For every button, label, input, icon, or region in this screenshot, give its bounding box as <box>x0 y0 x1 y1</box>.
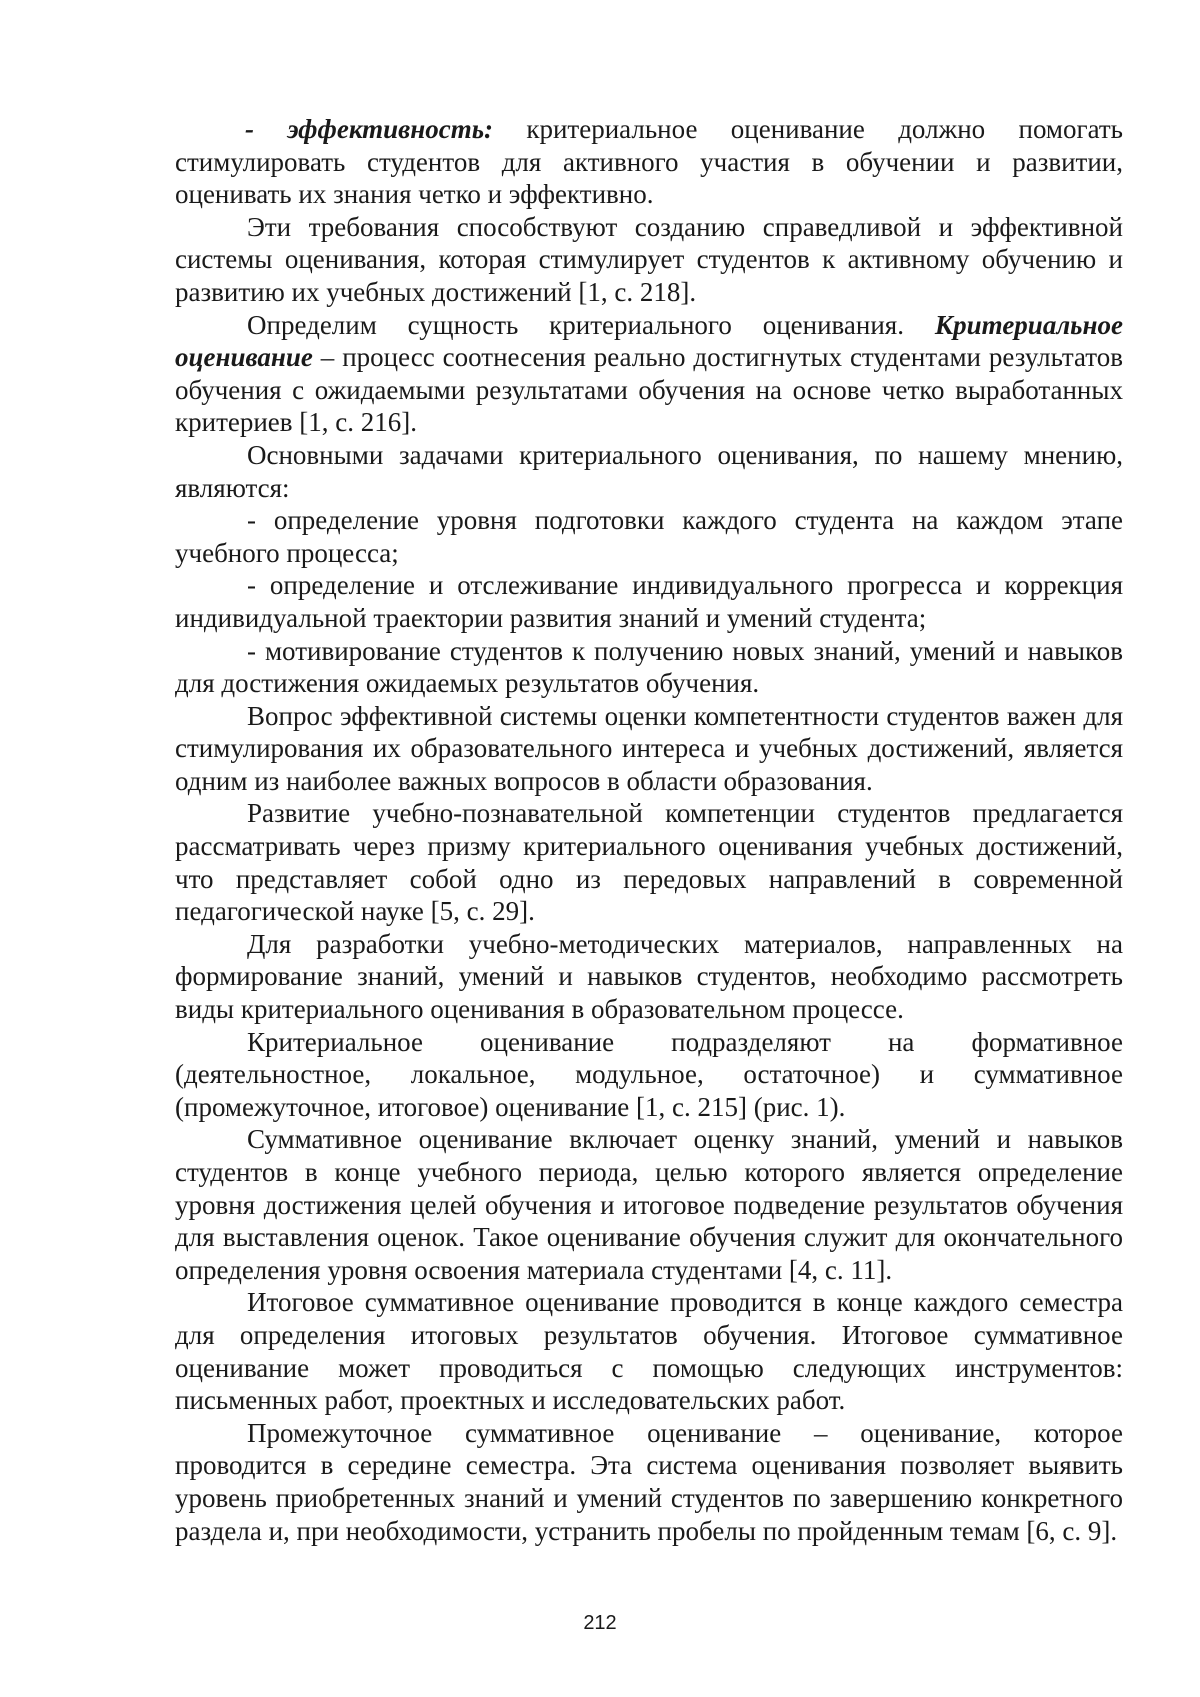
page-number: 212 <box>583 1612 617 1634</box>
paragraph-lead: Определим сущность критериального оценивания. <box>247 309 935 340</box>
paragraph-requirements: Эти требования способствуют созданию справедливой и эффективной системы оценивания, которая стимулирует студентов к активному обучению и развитию их учебных достижений [1, с. 218]. <box>175 211 1123 307</box>
paragraph-summative: Суммативное оценивание включает оценку знаний, умений и навыков студентов в конце учебного периода, целью которого является определение уровня достижения целей обучения и итоговое подведение результатов обучения для выставления оценок. Такое оценивание обучения служит для окончательного определения уровня освоения материала студентами [4, с. 11]. <box>175 1124 1123 1285</box>
paragraph-definition <box>175 309 1123 439</box>
paragraph-text: критериальное оценивание должно помогать стимулировать студентов для активного участия в обучении и развитии, оценивать их знания четко и эффективно. <box>175 114 1123 210</box>
paragraph-effective-system: Вопрос эффективной системы оценки компетентности студентов важен для стимулирования их образовательного интереса и учебных достижений, является одним из наиболее важных вопросов в области образования. <box>175 700 1123 796</box>
document-body <box>175 113 1123 1547</box>
paragraph-tasks-intro: Основными задачами критериального оценивания, по нашему мнению, являются: <box>175 439 1123 503</box>
paragraph-final-summative: Итоговое суммативное оценивание проводится в конце каждого семестра для определения итоговых результатов обучения. Итоговое суммативное оценивание может проводиться с помощью следующих инструментов: письменных работ, проектных и исследовательских работ. <box>175 1287 1123 1416</box>
paragraph-competence: Развитие учебно-познавательной компетенции студентов предлагается рассматривать через призму критериального оценивания учебных достижений, что представляет собой одно из передовых направлений в современной педагогической науке [5, с. 29]. <box>175 798 1123 927</box>
term-effectiveness: - эффективность: <box>245 114 494 144</box>
list-item-task: - определение уровня подготовки каждого студента на каждом этапе учебного процесса; <box>175 505 1123 568</box>
term-criterial-assessment: Критериальное оценивание <box>175 309 1123 373</box>
list-item-task: - определение и отслеживание индивидуального прогресса и коррекция индивидуальной траектории развития знаний и умений студента; <box>175 570 1123 633</box>
paragraph-intermediate-summative: Промежуточное суммативное оценивание – оценивание, которое проводится в середине семестра. Эта система оценивания позволяет выявить уровень приобретенных знаний и умений студентов по завершению конкретного раздела и, при необходимости, устранить пробелы по пройденным темам [6, с. 9]. <box>175 1417 1123 1546</box>
paragraph-types: Критериальное оценивание подразделяют на формативное (деятельностное, локальное, модульное, остаточное) и суммативное (промежуточное, итоговое) оценивание [1, с. 215] (рис. 1). <box>175 1026 1123 1122</box>
paragraph-text: – процесс соотнесения реально достигнутых студентами результатов обучения с ожидаемыми результатами обучения на основе четко выработанных критериев [1, с. 216]. <box>175 342 1123 438</box>
list-item-task: - мотивирование студентов к получению новых знаний, умений и навыков для достижения ожидаемых результатов обучения. <box>175 635 1123 699</box>
paragraph-materials: Для разработки учебно-методических материалов, направленных на формирование знаний, умений и навыков студентов, необходимо рассмотреть виды критериального оценивания в образовательном процессе. <box>175 928 1123 1025</box>
paragraph-effectiveness <box>175 113 1123 211</box>
